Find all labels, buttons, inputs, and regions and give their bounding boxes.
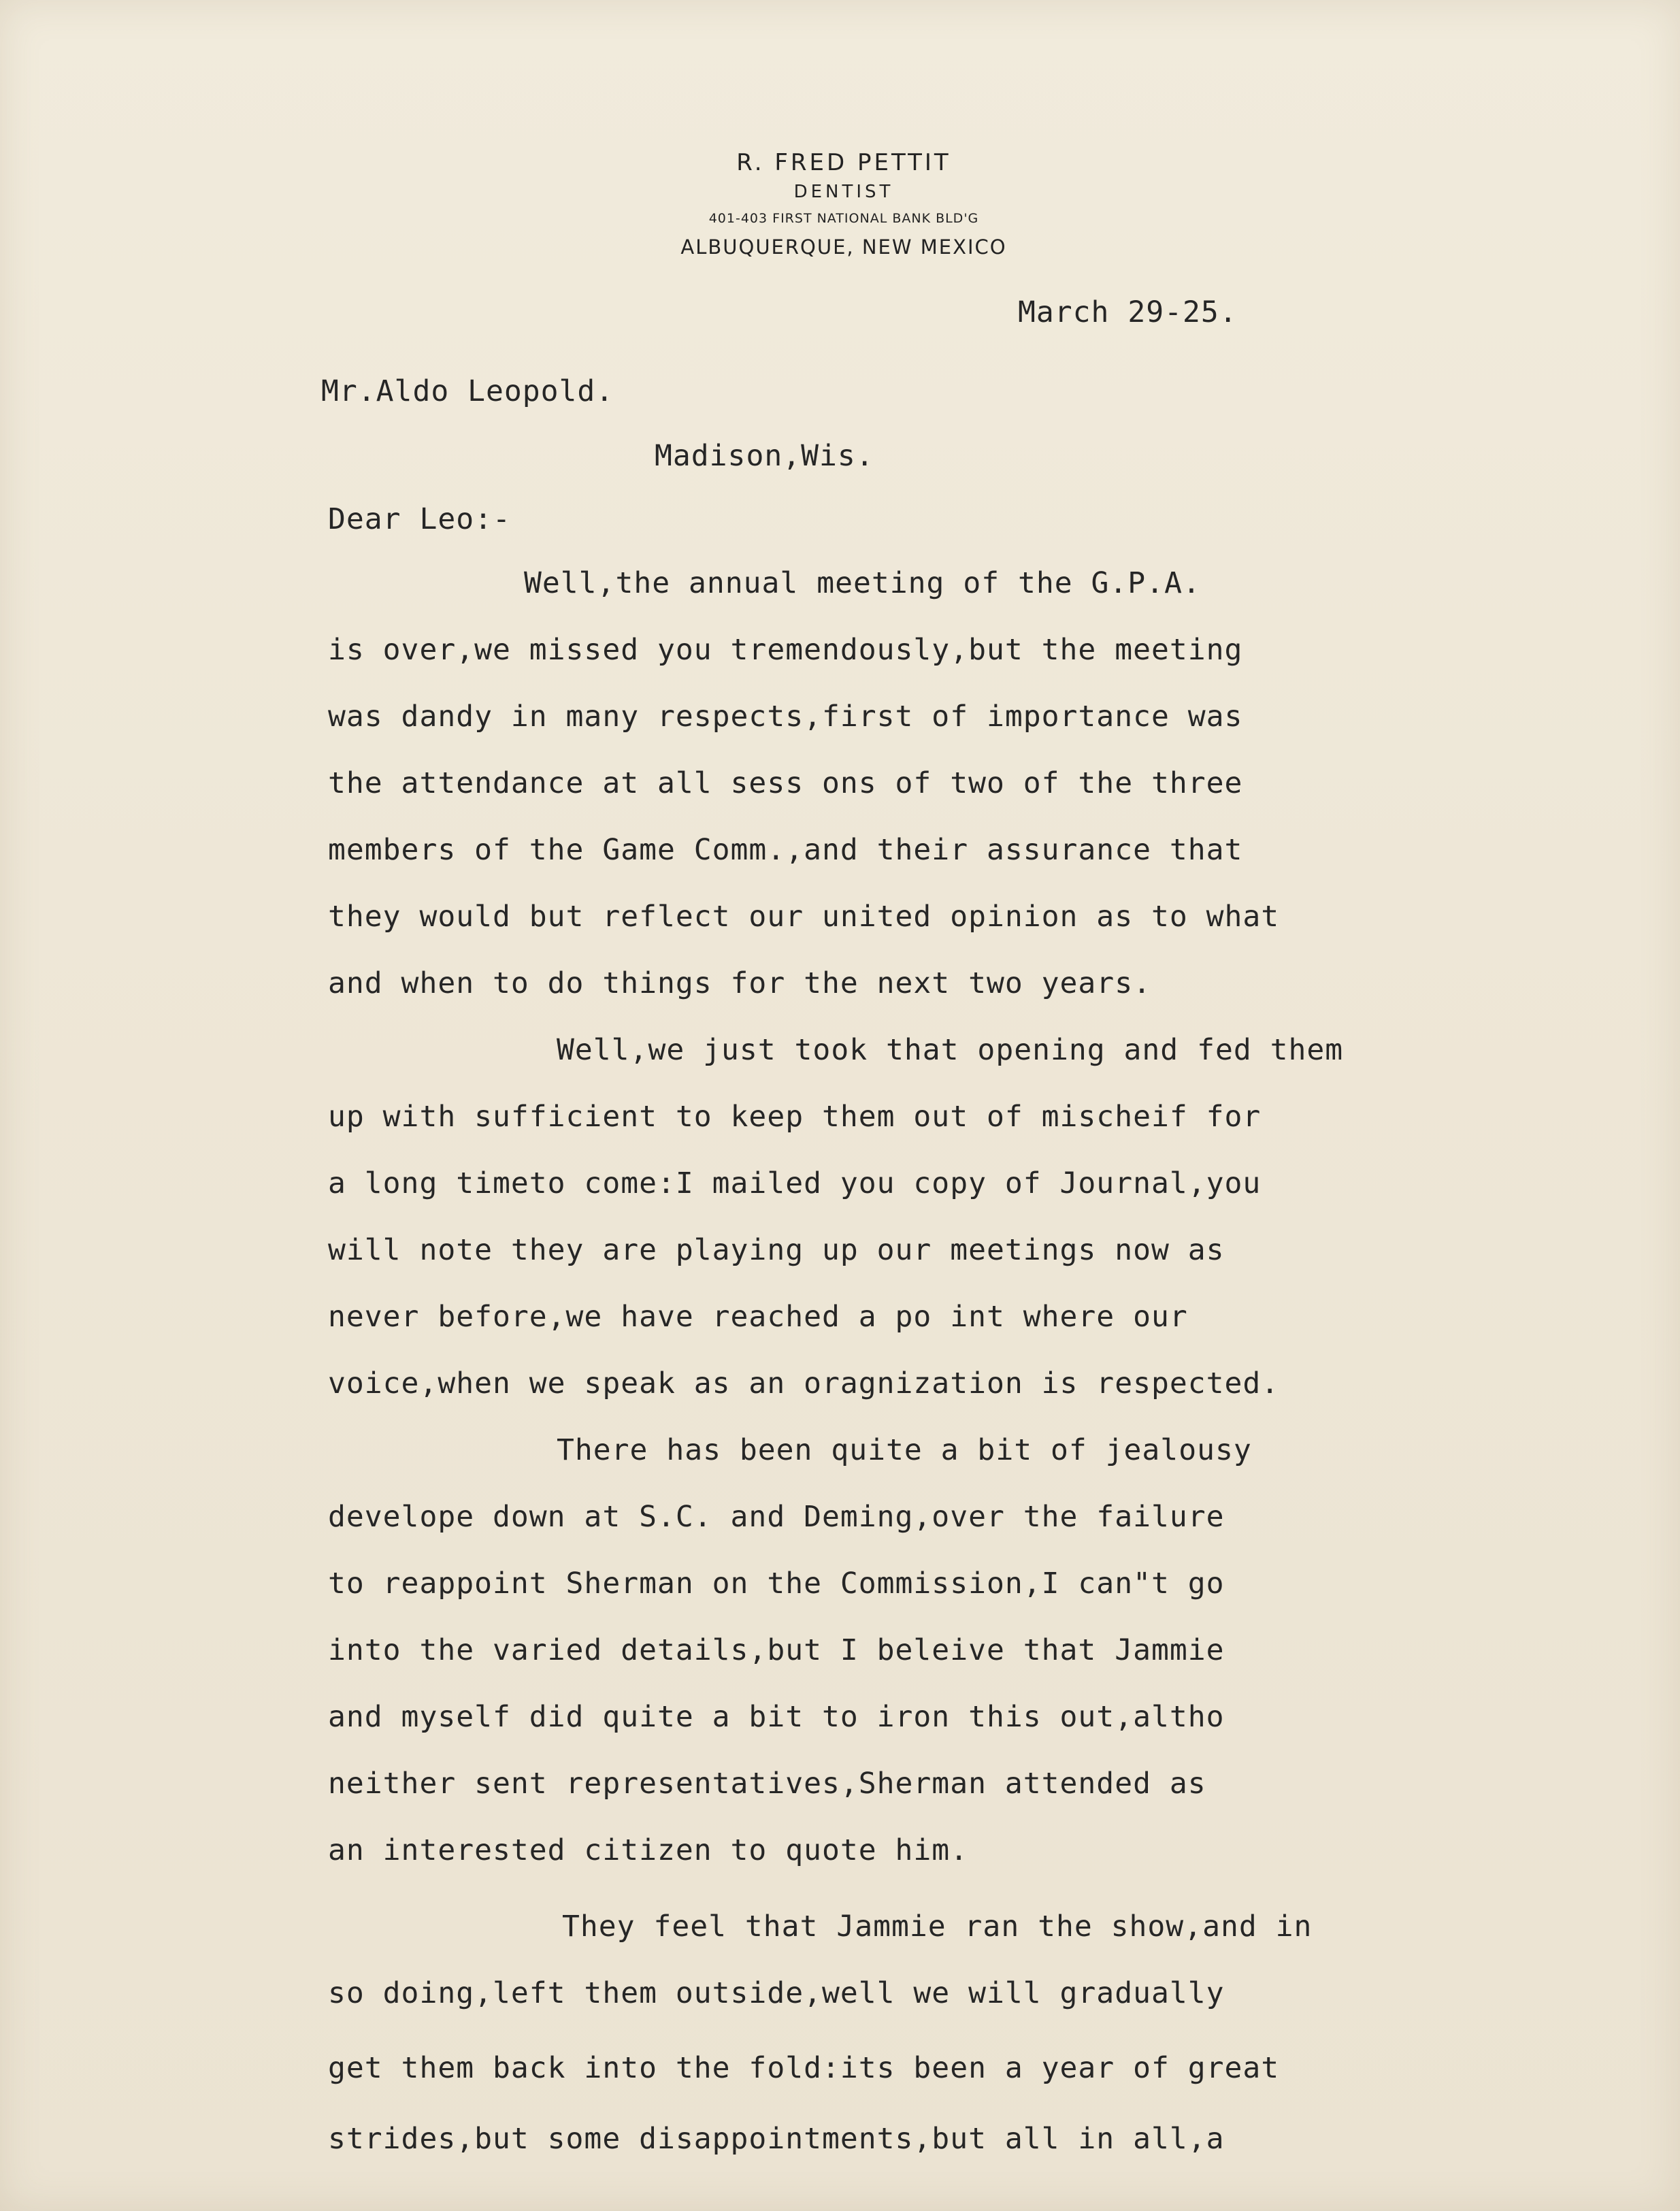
letter-line: Well,the annual meeting of the G.P.A.: [524, 566, 1201, 600]
letter-line: develope down at S.C. and Deming,over the failure: [328, 1500, 1225, 1534]
letter-line: the attendance at all sess ons of two of the three: [328, 766, 1243, 800]
letterhead-address: 401-403 FIRST NATIONAL BANK BLD'G: [708, 211, 979, 226]
letter-line: will note they are playing up our meetings now as: [328, 1233, 1225, 1267]
letter-line: voice,when we speak as an oragnization is respected.: [328, 1366, 1280, 1401]
letter-line: up with sufficient to keep them out of mischeif for: [328, 1100, 1262, 1134]
letter-line: never before,we have reached a po int where our: [328, 1300, 1188, 1334]
letter-line: an interested citizen to quote him.: [328, 1833, 969, 1867]
letter-salutation: Dear Leo:-: [328, 502, 511, 536]
letter-line: Well,we just took that opening and fed them: [557, 1033, 1344, 1067]
letter-location: Madison,Wis.: [655, 439, 874, 473]
letter-line: is over,we missed you tremendously,but the meeting: [328, 633, 1243, 667]
letterhead-name: R. FRED PETTIT: [736, 149, 951, 176]
letter-line: to reappoint Sherman on the Commission,I can"t go: [328, 1567, 1225, 1601]
letter-line: into the varied details,but I beleive that Jammie: [328, 1633, 1225, 1667]
letter-line: a long timeto come:I mailed you copy of Journal,you: [328, 1166, 1262, 1200]
letter-line: members of the Game Comm.,and their assurance that: [328, 833, 1243, 867]
letter-line: They feel that Jammie ran the show,and in: [562, 1910, 1313, 1944]
letterhead-city: ALBUQUERQUE, NEW MEXICO: [680, 235, 1007, 259]
letter-date: March 29-25.: [1018, 295, 1238, 329]
letter-line: and myself did quite a bit to iron this out,altho: [328, 1700, 1225, 1734]
letter-line: get them back into the fold:its been a year of great: [328, 2051, 1280, 2085]
letter-line: they would but reflect our united opinion as to what: [328, 900, 1280, 934]
letter-addressee: Mr.Aldo Leopold.: [321, 374, 614, 408]
letter-line: and when to do things for the next two years.: [328, 966, 1151, 1000]
letter-line: There has been quite a bit of jealousy: [557, 1433, 1252, 1467]
letter-line: so doing,left them outside,well we will gradually: [328, 1976, 1225, 2010]
letter-line: neither sent representatives,Sherman attended as: [328, 1767, 1206, 1801]
letter-line: was dandy in many respects,first of importance was: [328, 700, 1243, 734]
letterhead-profession: DENTIST: [793, 182, 894, 202]
letter-line: strides,but some disappointments,but all in all,a: [328, 2122, 1225, 2156]
